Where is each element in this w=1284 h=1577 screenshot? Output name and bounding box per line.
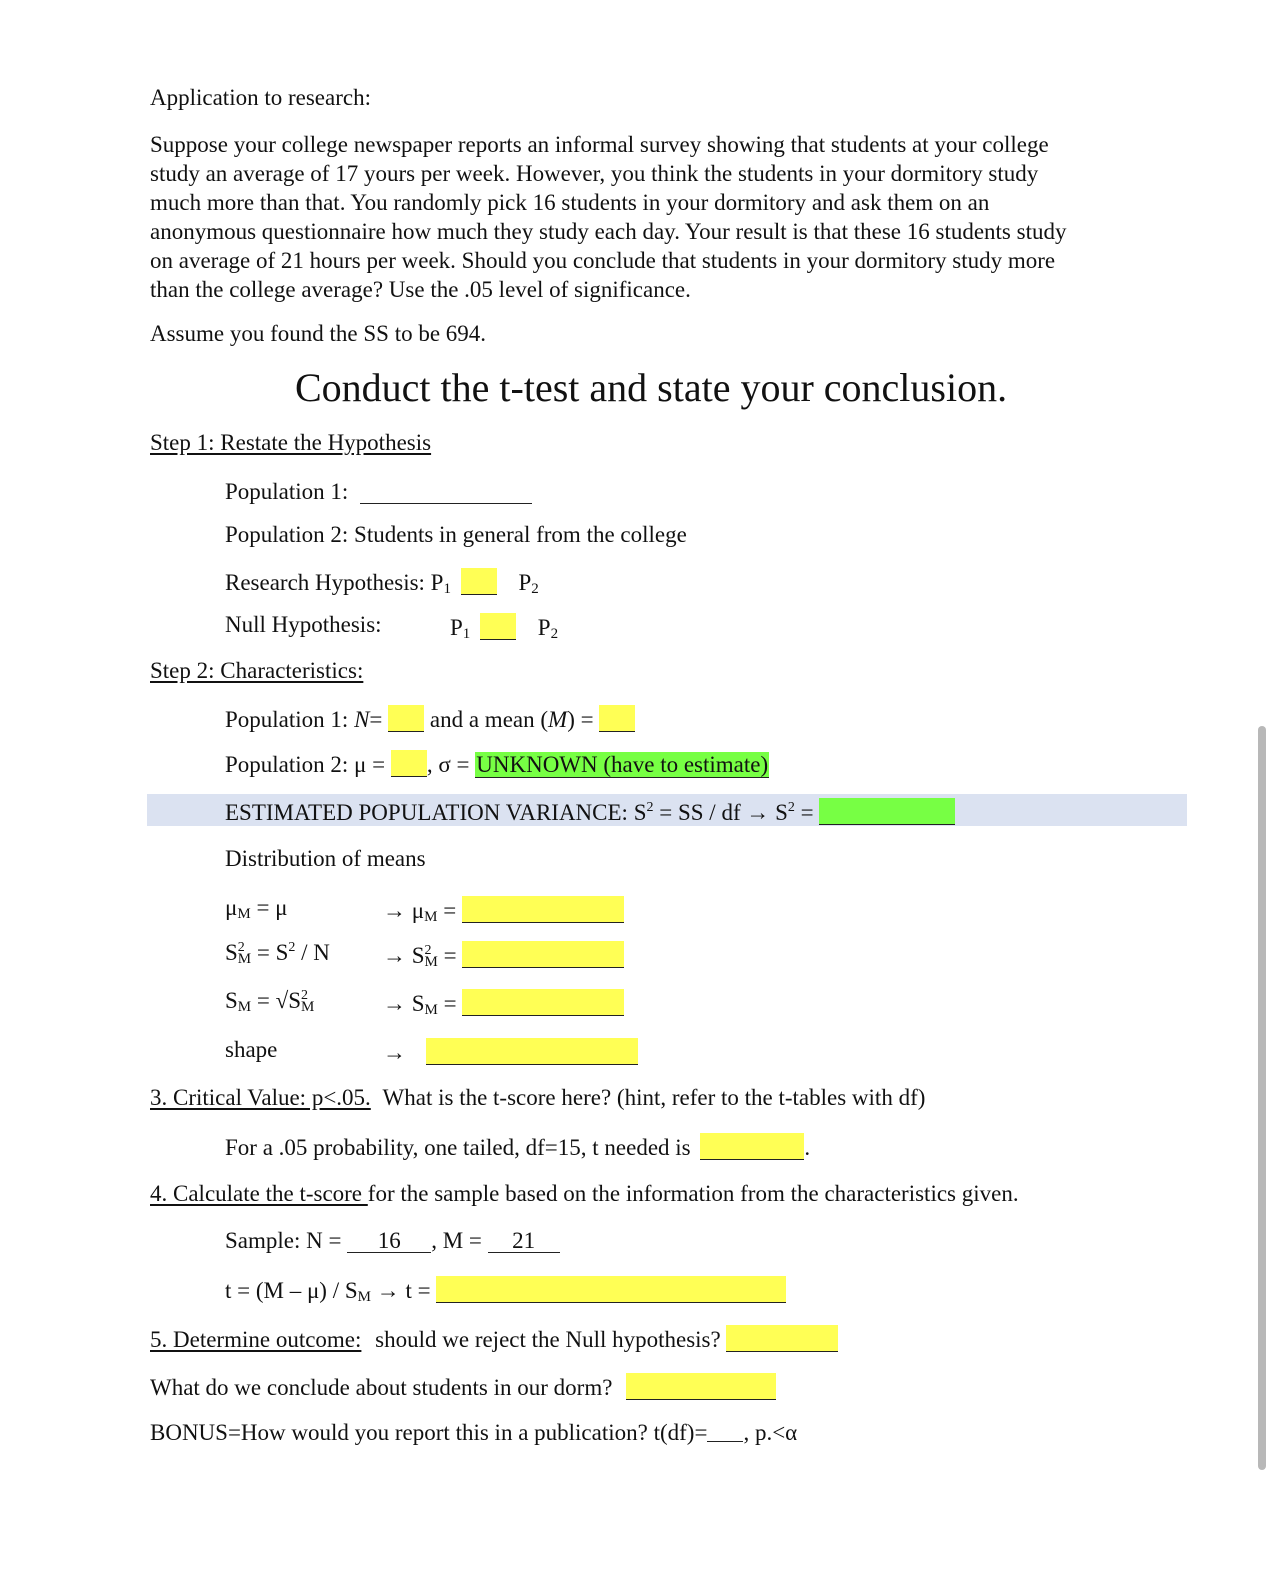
null-hypothesis-label: Null Hypothesis: [225, 612, 382, 637]
p2-subscript: 2 [531, 581, 539, 597]
s2m-mid: = S [251, 940, 289, 965]
m-subscript: M [237, 999, 252, 1015]
step3-row [150, 1086, 925, 1109]
s2m-answer-row [383, 941, 624, 970]
mean-blank[interactable] [599, 705, 635, 732]
intro-line: study an average of 17 yours per week. However, you think the students in your dormitory study [150, 161, 1039, 186]
intro-line: much more than that. You randomly pick 16 students in your dormitory and ask them on an [150, 190, 990, 215]
research-hypothesis-row [225, 568, 539, 597]
equals: = [437, 898, 457, 923]
sample-n-value: 16 [347, 1229, 431, 1253]
step4-heading: 4. Calculate the t-score [150, 1181, 368, 1206]
ss-note: Assume you found the SS to be 694. [150, 321, 487, 346]
m-subscript: M [424, 1002, 438, 1018]
mu-symbol: μ [225, 895, 238, 920]
s2m-end: / N [295, 940, 330, 965]
sm-answer-row [383, 989, 624, 1018]
p1-letter: P [450, 615, 463, 640]
page-title: Conduct the t-test and state your conclusion. [295, 365, 1008, 410]
p2-letter: P [537, 615, 551, 640]
sm-blank[interactable] [462, 989, 624, 1016]
step4-text: for the sample based on the information from the characteristics given. [367, 1181, 1019, 1206]
s-symbol: S [225, 940, 238, 965]
mean-close: ) = [567, 707, 594, 732]
bonus-df-blank[interactable] [707, 1423, 743, 1442]
sm-formula [225, 989, 314, 1015]
p1-subscript: 1 [443, 581, 451, 597]
research-hypothesis-label: Research Hypothesis: P [225, 570, 444, 595]
n-blank[interactable] [388, 705, 424, 732]
squared: 2 [301, 988, 309, 1003]
squared: 2 [787, 800, 795, 815]
m-subscript: M [424, 909, 438, 925]
critical-value-label: For a .05 probability, one tailed, df=15, t needed is [225, 1135, 691, 1160]
sigma-value: UNKNOWN (have to estimate) [476, 752, 769, 777]
n-symbol: N [354, 707, 370, 732]
step3-heading: 3. Critical Value: p<.05. [150, 1085, 371, 1110]
p2-letter: P [518, 570, 532, 595]
step2-heading: Step 2: Characteristics: [150, 658, 364, 683]
squared: 2 [646, 800, 654, 815]
sm-mid: = √S [251, 988, 302, 1013]
step5-heading: 5. Determine outcome: [150, 1327, 362, 1352]
pop1-prefix: Population 1: [225, 707, 355, 732]
estimated-variance-blank[interactable] [819, 798, 955, 825]
pop2-mu-label: Population 2: μ = [225, 752, 386, 777]
m-symbol: M [548, 707, 568, 732]
population1-characteristics [225, 705, 635, 731]
shape-blank[interactable] [426, 1038, 638, 1065]
p2-subscript: 2 [550, 626, 559, 642]
reject-question: should we reject the Null hypothesis? [375, 1327, 721, 1352]
estimated-variance-row [225, 798, 955, 824]
est-var-formula: = SS / df → S [653, 800, 788, 825]
equals: = [437, 943, 457, 968]
step3-question: What is the t-score here? (hint, refer to the t-tables with df) [382, 1085, 926, 1110]
sample-label: Sample: N = [225, 1228, 348, 1253]
mu-m-answer-row [383, 896, 624, 925]
equals: = [794, 800, 814, 825]
null-hypothesis-row [450, 613, 558, 642]
p1-subscript: 1 [462, 626, 471, 642]
research-hypothesis-blank[interactable] [461, 568, 497, 595]
bonus-text: BONUS=How would you report this in a publication? t(df)= [150, 1420, 708, 1445]
and-mean-label: and a mean ( [429, 707, 549, 732]
m-subscript: M [357, 1289, 371, 1305]
m-subscript: M [237, 951, 252, 967]
intro-line: anonymous questionnaire how much they study each day. Your result is that these 16 students study [150, 219, 1067, 244]
squared: 2 [288, 940, 296, 955]
sample-row [225, 1229, 560, 1253]
equals: = [369, 707, 383, 732]
population1-blank[interactable] [360, 477, 532, 504]
mu-formula-rest: = μ [250, 895, 288, 920]
population1-label: Population 1: [225, 479, 349, 504]
equals: = [437, 991, 457, 1016]
bonus-row [150, 1421, 797, 1444]
shape-answer-row [383, 1038, 638, 1064]
intro-paragraph [150, 130, 1180, 304]
reject-blank[interactable] [726, 1325, 838, 1352]
population1-row [225, 477, 532, 503]
population2-characteristics [225, 750, 769, 776]
mu-m-blank[interactable] [462, 896, 624, 923]
step4-row [150, 1182, 1019, 1205]
conclude-question: What do we conclude about students in our dorm? [150, 1375, 613, 1400]
squared: 2 [424, 943, 432, 958]
s-symbol: S [225, 988, 238, 1013]
critical-value-blank[interactable] [700, 1133, 804, 1160]
squared: 2 [237, 940, 245, 955]
mu-m-formula [225, 896, 288, 922]
arrow-icon: → [383, 1040, 406, 1065]
intro-line: on average of 21 hours per week. Should you conclude that students in your dormitory study more [150, 248, 1056, 273]
t-formula: t = (M – μ) / S [225, 1278, 358, 1303]
population2-text: Population 2: Students in general from the college [225, 522, 687, 547]
critical-value-row [225, 1133, 810, 1159]
t-formula-arrow: → t = [371, 1278, 431, 1303]
t-formula-row [225, 1276, 786, 1305]
m-subscript: M [424, 954, 438, 970]
bonus-end: , p.<α [743, 1420, 798, 1445]
intro-line: than the college average? Use the .05 level of significance. [150, 277, 691, 302]
period: . [804, 1135, 811, 1160]
intro-heading: Application to research: [150, 85, 371, 110]
est-var-label: ESTIMATED POPULATION VARIANCE: S [225, 800, 647, 825]
sample-m-label: , M = [431, 1228, 488, 1253]
m-subscript: M [301, 999, 315, 1015]
shape-label: shape [225, 1037, 278, 1062]
arrow-icon: → S [383, 943, 425, 968]
m-subscript: M [237, 906, 251, 922]
distribution-heading: Distribution of means [225, 846, 426, 871]
conclude-blank[interactable] [626, 1373, 776, 1400]
vertical-scrollbar[interactable] [1258, 726, 1266, 1470]
s2m-formula [225, 941, 330, 967]
mu-blank[interactable] [391, 750, 427, 777]
sample-m-value: 21 [488, 1229, 560, 1253]
intro-line: Suppose your college newspaper reports an informal survey showing that students at your college [150, 132, 1049, 157]
null-hypothesis-blank[interactable] [480, 613, 516, 640]
s2m-blank[interactable] [462, 941, 624, 968]
arrow-icon: → S [383, 991, 425, 1016]
t-score-blank[interactable] [436, 1276, 786, 1303]
arrow-icon: → μ [383, 898, 425, 923]
step1-heading: Step 1: Restate the Hypothesis [150, 430, 432, 455]
conclude-row [150, 1373, 776, 1399]
step5-row [150, 1325, 838, 1351]
sigma-label: , σ = [426, 752, 470, 777]
